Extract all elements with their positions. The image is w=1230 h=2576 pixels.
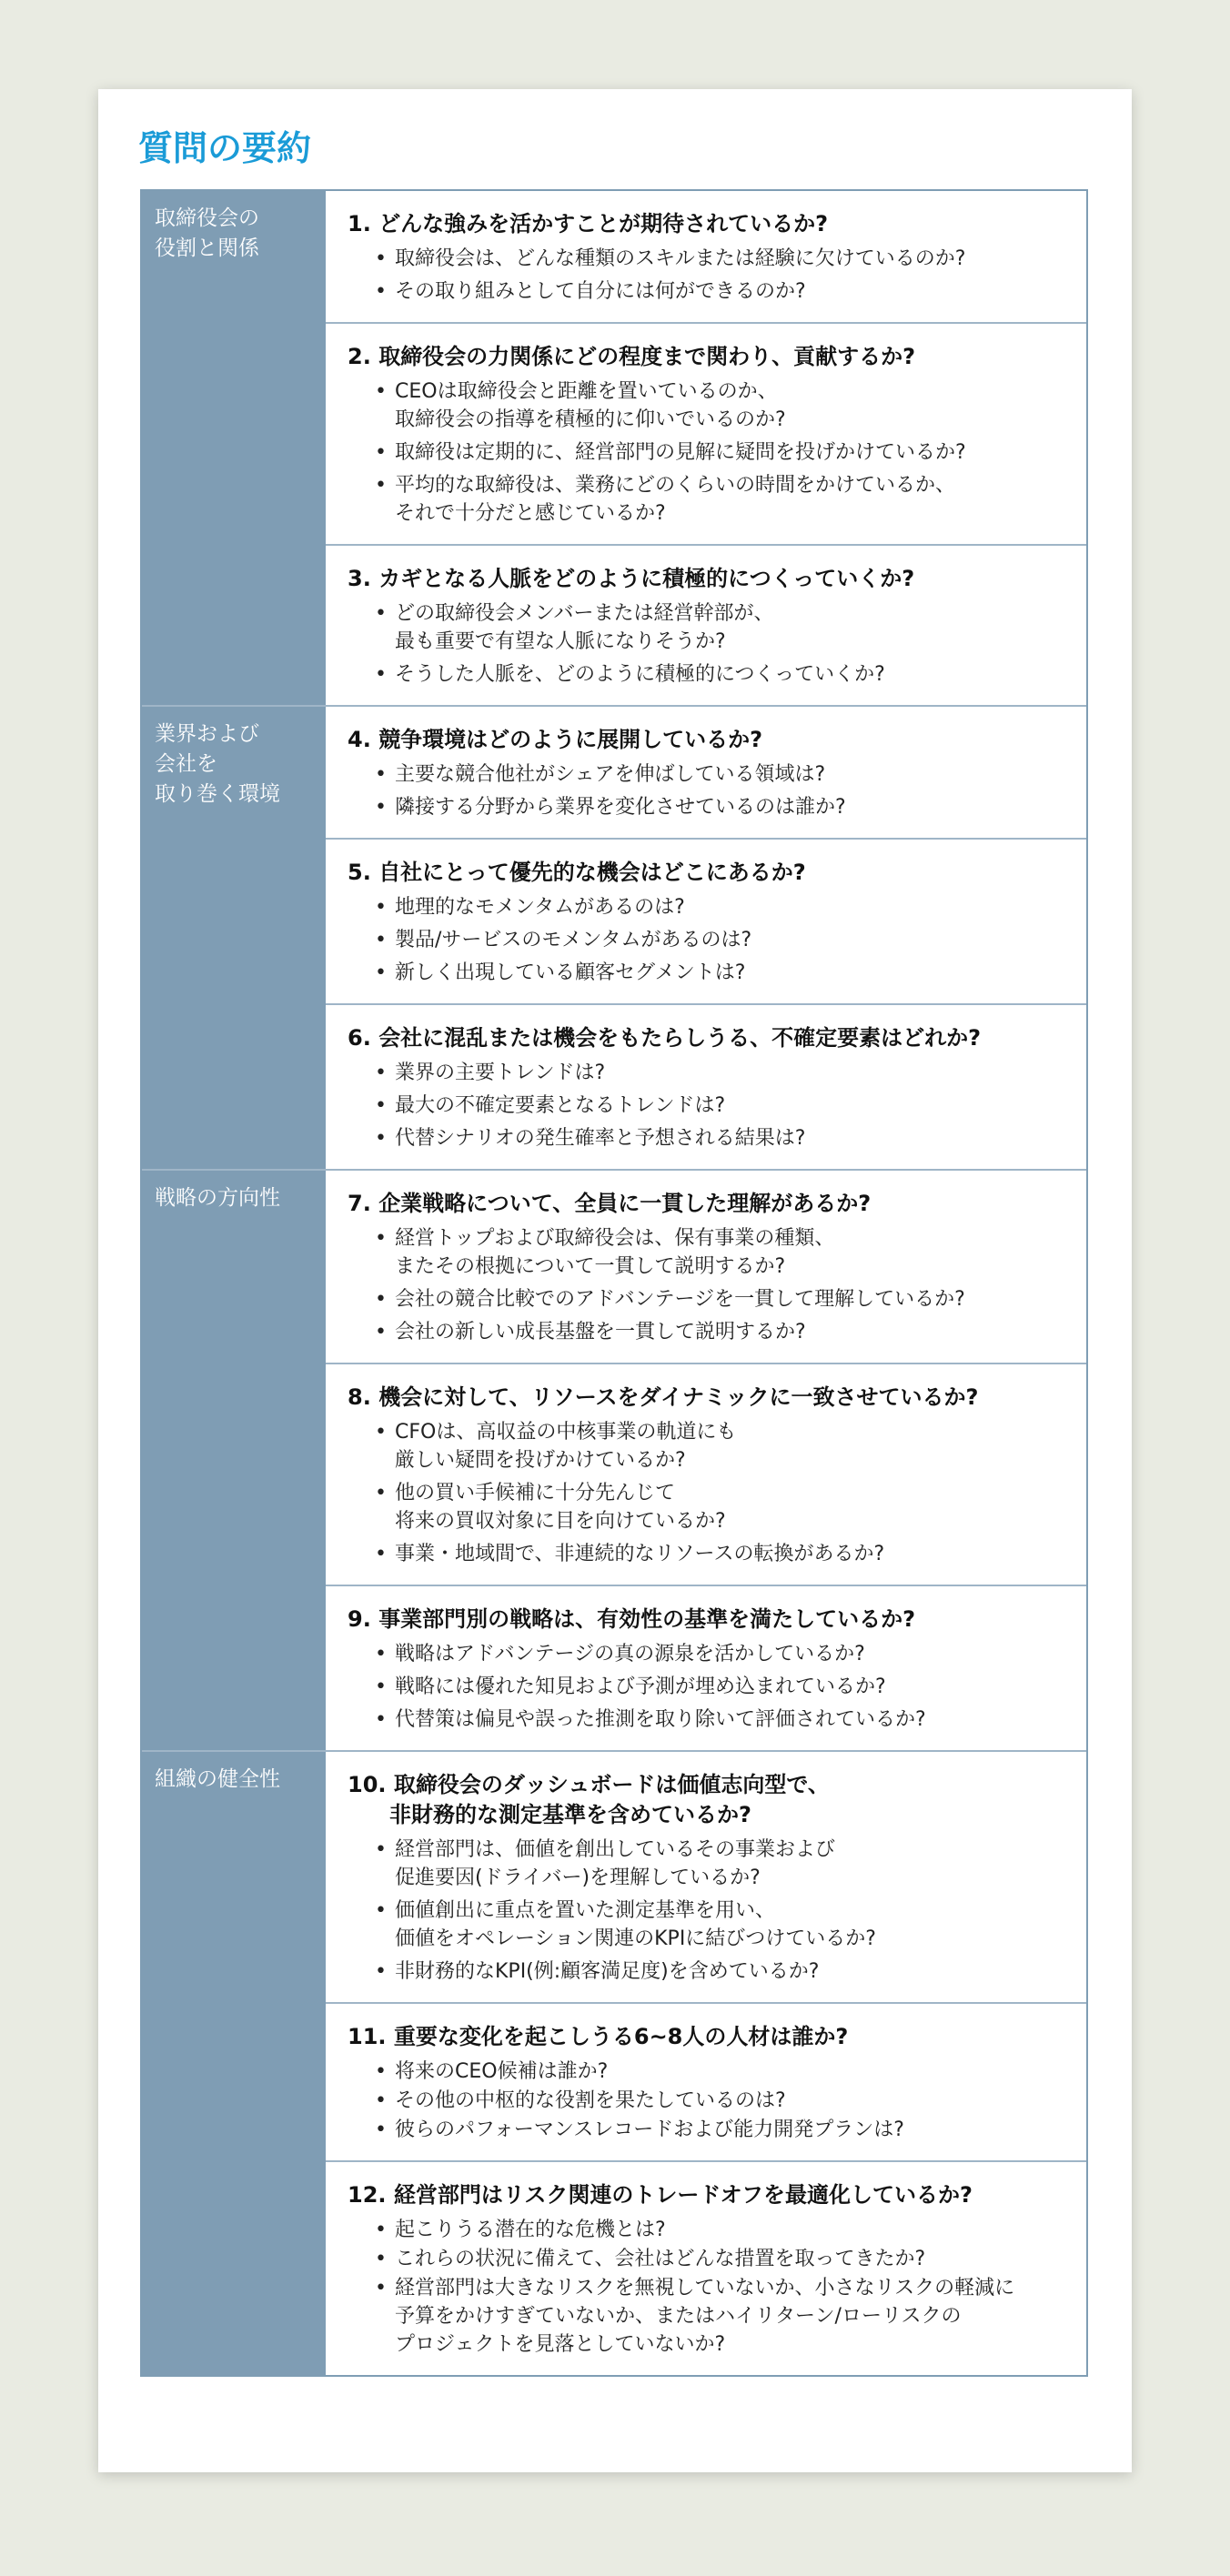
question-title-line (348, 564, 1068, 594)
question-number: 12. (348, 2182, 387, 2208)
category-label (142, 1171, 324, 1750)
bullet-item (348, 1059, 1068, 1087)
bullet-item (348, 1124, 1068, 1152)
bullet-dot: • (375, 1062, 387, 1084)
question-title-line (348, 1189, 1068, 1219)
bullet-list (348, 2058, 1068, 2144)
bullet-text-line: 非財務的なKPI(例:顧客満足度)を含めているか? (395, 1960, 820, 1983)
bullet-item (348, 926, 1068, 954)
question-text: 競争環境はどのように展開しているか? (378, 727, 763, 752)
bullet-item (348, 277, 1068, 306)
bullet-text-line: またその根拠について一貫して説明するか? (395, 1255, 786, 1278)
question-title (348, 209, 1068, 239)
question-list (324, 191, 1086, 705)
question-text: 取締役会のダッシュボードは価値志向型で、 (393, 1772, 830, 1797)
category-label (142, 1752, 324, 2375)
bullet-dot: • (375, 602, 387, 625)
question-text: 機会に対して、リソースをダイナミックに一致させているか? (378, 1384, 979, 1410)
bullet-item (348, 760, 1068, 789)
bullet-dot: • (375, 247, 387, 270)
bullet-dot: • (375, 796, 387, 819)
bullet-list (348, 760, 1068, 821)
bullet-item (348, 660, 1068, 689)
question-title (348, 1023, 1068, 1053)
bullet-item (348, 959, 1068, 987)
bullet-dot: • (375, 1227, 387, 1250)
question-title (348, 858, 1068, 888)
bullet-list (348, 599, 1068, 689)
question-block (326, 544, 1086, 705)
bullet-list (348, 377, 1068, 528)
bullet-text-line: 会社の新しい成長基盤を一貫して説明するか? (395, 1321, 806, 1343)
question-number: 8. (348, 1384, 371, 1410)
bullet-text-line: 地理的なモメンタムがあるのは? (395, 896, 685, 919)
question-text: 非財務的な測定基準を含めているか? (389, 1802, 751, 1827)
bullet-text-line: 最も重要で有望な人脈になりそうか? (395, 630, 726, 653)
bullet-item (348, 1224, 1068, 1281)
question-text: 重要な変化を起こしうる6~8人の人材は誰か? (393, 2024, 849, 2049)
question-number: 7. (348, 1191, 371, 1216)
question-title-line (348, 2180, 1068, 2210)
question-title (348, 725, 1068, 755)
bullet-list (348, 1836, 1068, 1986)
category-line: 組織の健全性 (155, 1767, 280, 1791)
bullet-text-line: 将来の買収対象に目を向けているか? (395, 1510, 726, 1533)
bullet-item (348, 1092, 1068, 1120)
bullet-text-line: 会社の競合比較でのアドバンテージを一貫して理解しているか? (395, 1288, 965, 1311)
question-title-line (348, 1770, 1068, 1800)
question-number: 4. (348, 727, 371, 752)
questions-table (140, 189, 1088, 2377)
question-block (326, 2160, 1086, 2375)
bullet-text-line: 起こりうる潜在的な危機とは? (395, 2219, 666, 2241)
question-list (324, 1752, 1086, 2375)
bullet-text-line: 戦略には優れた知見および予測が埋め込まれているか? (395, 1675, 886, 1698)
question-number: 11. (348, 2024, 387, 2049)
bullet-list (348, 1418, 1068, 1568)
bullet-list (348, 1640, 1068, 1734)
bullet-item (348, 438, 1068, 467)
bullet-dot: • (375, 474, 387, 497)
question-block (326, 322, 1086, 544)
bullet-item (348, 2087, 1068, 2115)
question-block (326, 1752, 1086, 2002)
question-title-line (348, 1800, 1068, 1830)
bullet-dot: • (375, 2060, 387, 2083)
bullet-item (348, 471, 1068, 528)
bullet-item (348, 2274, 1068, 2359)
bullet-dot: • (375, 663, 387, 686)
bullet-item (348, 1640, 1068, 1668)
bullet-item (348, 1318, 1068, 1346)
bullet-dot: • (375, 1899, 387, 1922)
section-row (142, 1169, 1086, 1750)
bullet-text-line: CEOは取締役会と距離を置いているのか、 (395, 380, 778, 403)
bullet-text-line: その取り組みとして自分には何ができるのか? (395, 280, 806, 303)
bullet-list (348, 1059, 1068, 1152)
bullet-text-line: 将来のCEO候補は誰か? (395, 2060, 609, 2083)
question-title (348, 342, 1068, 372)
bullet-text-line: 取締役会の指導を積極的に仰いでいるのか? (395, 408, 786, 431)
bullet-dot: • (375, 1643, 387, 1665)
bullet-list (348, 893, 1068, 987)
question-number: 9. (348, 1606, 371, 1632)
bullet-dot: • (375, 1094, 387, 1117)
bullet-text-line: 経営トップおよび取締役会は、保有事業の種類、 (395, 1227, 835, 1250)
bullet-text-line: 戦略はアドバンテージの真の源泉を活かしているか? (395, 1643, 865, 1665)
bullet-dot: • (375, 1482, 387, 1504)
bullet-text-line: 最大の不確定要素となるトレンドは? (395, 1094, 726, 1117)
bullet-dot: • (375, 2248, 387, 2270)
bullet-text-line: 製品/サービスのモメンタムがあるのは? (395, 929, 752, 951)
bullet-dot: • (375, 1321, 387, 1343)
category-line: 戦略の方向性 (155, 1186, 280, 1210)
bullet-dot: • (375, 1543, 387, 1565)
bullet-text-line: 業界の主要トレンドは? (395, 1062, 606, 1084)
question-number: 5. (348, 860, 371, 885)
bullet-dot: • (375, 1288, 387, 1311)
bullet-text-line: 代替策は偏見や誤った推測を取り除いて評価されているか? (395, 1708, 926, 1731)
bullet-text-line: 予算をかけすぎていないか、またはハイリターン/ローリスクの (395, 2305, 962, 2328)
question-title (348, 1189, 1068, 1219)
question-title-line (348, 725, 1068, 755)
question-block (326, 1585, 1086, 1750)
category-label (142, 191, 324, 705)
section-row (142, 1750, 1086, 2375)
bullet-text-line: 主要な競合他社がシェアを伸ばしている領域は? (395, 763, 826, 786)
question-title (348, 564, 1068, 594)
bullet-text-line: 隣接する分野から業界を変化させているのは誰か? (395, 796, 846, 819)
bullet-text-line: 経営部門は、価値を創出しているその事業および (395, 1838, 836, 1861)
bullet-text-line: 取締役会は、どんな種類のスキルまたは経験に欠けているのか? (395, 247, 966, 270)
bullet-text-line: 新しく出現している顧客セグメントは? (395, 961, 746, 984)
bullet-item (348, 1957, 1068, 1986)
question-block (326, 1171, 1086, 1363)
question-number: 10. (348, 1772, 387, 1797)
category-line: 業界および (155, 722, 259, 746)
bullet-dot: • (375, 2219, 387, 2241)
bullet-dot: • (375, 280, 387, 303)
bullet-dot: • (375, 2089, 387, 2112)
category-label (142, 707, 324, 1169)
bullet-text-line: 平均的な取締役は、業務にどのくらいの時間をかけているか、 (395, 474, 956, 497)
bullet-text-line: 代替シナリオの発生確率と予想される結果は? (395, 1127, 806, 1150)
bullet-text-line: どの取締役会メンバーまたは経営幹部が、 (395, 602, 774, 625)
bullet-item (348, 1897, 1068, 1953)
bullet-text-line: その他の中枢的な役割を果たしているのは? (395, 2089, 786, 2112)
question-text: どんな強みを活かすことが期待されているか? (378, 211, 829, 236)
bullet-item (348, 1706, 1068, 1734)
question-text: カギとなる人脈をどのように積極的につくっていくか? (378, 566, 915, 591)
bullet-dot: • (375, 763, 387, 786)
bullet-dot: • (375, 1960, 387, 1983)
bullet-text-line: プロジェクトを見落としていないか? (395, 2333, 726, 2356)
bullet-text-line: これらの状況に備えて、会社はどんな措置を取ってきたか? (395, 2248, 926, 2270)
bullet-dot: • (375, 1838, 387, 1861)
question-title (348, 2180, 1068, 2210)
question-block (326, 2002, 1086, 2160)
question-title-line (348, 1023, 1068, 1053)
question-title-line (348, 1605, 1068, 1635)
question-title-line (348, 2022, 1068, 2052)
question-block (326, 707, 1086, 838)
question-text: 自社にとって優先的な機会はどこにあるか? (378, 860, 806, 885)
bullet-text-line: 厳しい疑問を投げかけているか? (395, 1449, 686, 1472)
bullet-item (348, 793, 1068, 821)
bullet-dot: • (375, 896, 387, 919)
question-number: 1. (348, 211, 371, 236)
section-row (142, 705, 1086, 1169)
bullet-text-line: 取締役は定期的に、経営部門の見解に疑問を投げかけているか? (395, 441, 966, 464)
bullet-item (348, 1673, 1068, 1701)
bullet-item (348, 1836, 1068, 1892)
question-list (324, 707, 1086, 1169)
bullet-text-line: 価値創出に重点を置いた測定基準を用い、 (395, 1899, 776, 1922)
bullet-item (348, 1285, 1068, 1313)
question-title-line (348, 1383, 1068, 1413)
bullet-dot: • (375, 929, 387, 951)
question-list (324, 1171, 1086, 1750)
question-title (348, 1383, 1068, 1413)
bullet-item (348, 599, 1068, 656)
question-title (348, 2022, 1068, 2052)
bullet-text-line: 価値をオペレーション関連のKPIに結びつけているか? (395, 1927, 876, 1950)
question-number: 2. (348, 344, 371, 369)
bullet-text-line: 他の買い手候補に十分先んじて (395, 1482, 676, 1504)
bullet-text-line: 事業・地域間で、非連続的なリソースの転換があるか? (395, 1543, 885, 1565)
category-line: 会社を (155, 752, 217, 776)
bullet-dot: • (375, 1421, 387, 1444)
question-title-line (348, 342, 1068, 372)
bullet-text-line: 経営部門は大きなリスクを無視していないか、小さなリスクの軽減に (395, 2277, 1015, 2299)
section-row (142, 191, 1086, 705)
question-text: 企業戦略について、全員に一貫した理解があるか? (378, 1191, 872, 1216)
bullet-dot: • (375, 380, 387, 403)
question-block (326, 1003, 1086, 1169)
bullet-text-line: それで十分だと感じているか? (395, 502, 666, 525)
bullet-item (348, 2058, 1068, 2086)
bullet-item (348, 245, 1068, 273)
bullet-item (348, 2116, 1068, 2144)
bullet-text-line: そうした人脈を、どのように積極的につくっていくか? (395, 663, 885, 686)
bullet-text-line: CFOは、高収益の中核事業の軌道にも (395, 1421, 737, 1444)
question-title (348, 1605, 1068, 1635)
bullet-dot: • (375, 961, 387, 984)
question-title (348, 1770, 1068, 1830)
bullet-list (348, 245, 1068, 306)
question-block (326, 191, 1086, 322)
bullet-text-line: 促進要因(ドライバー)を理解しているか? (395, 1867, 761, 1889)
category-line: 取締役会の (155, 206, 259, 230)
bullet-item (348, 893, 1068, 921)
question-title-line (348, 209, 1068, 239)
question-title-line (348, 858, 1068, 888)
bullet-dot: • (375, 1675, 387, 1698)
summary-card (98, 89, 1132, 2472)
bullet-item (348, 1540, 1068, 1568)
bullet-dot: • (375, 441, 387, 464)
bullet-list (348, 1224, 1068, 1346)
bullet-list (348, 2216, 1068, 2359)
bullet-text-line: 彼らのパフォーマンスレコードおよび能力開発プランは? (395, 2118, 904, 2141)
bullet-item (348, 1479, 1068, 1535)
bullet-dot: • (375, 1127, 387, 1150)
question-number: 6. (348, 1025, 371, 1051)
question-text: 事業部門別の戦略は、有効性の基準を満たしているか? (378, 1606, 916, 1632)
bullet-item (348, 1418, 1068, 1474)
bullet-item (348, 2216, 1068, 2244)
question-block (326, 1363, 1086, 1585)
category-line: 役割と関係 (155, 236, 259, 260)
question-text: 取締役会の力関係にどの程度まで関わり、貢献するか? (378, 344, 916, 369)
question-text: 会社に混乱または機会をもたらしうる、不確定要素はどれか? (378, 1025, 982, 1051)
question-number: 3. (348, 566, 371, 591)
bullet-item (348, 2245, 1068, 2273)
question-block (326, 838, 1086, 1003)
bullet-dot: • (375, 2118, 387, 2141)
category-line: 取り巻く環境 (155, 782, 280, 806)
page-title: 質問の要約 (138, 128, 312, 168)
bullet-item (348, 377, 1068, 434)
bullet-dot: • (375, 1708, 387, 1731)
question-text: 経営部門はリスク関連のトレードオフを最適化しているか? (393, 2182, 973, 2208)
bullet-dot: • (375, 2277, 387, 2299)
